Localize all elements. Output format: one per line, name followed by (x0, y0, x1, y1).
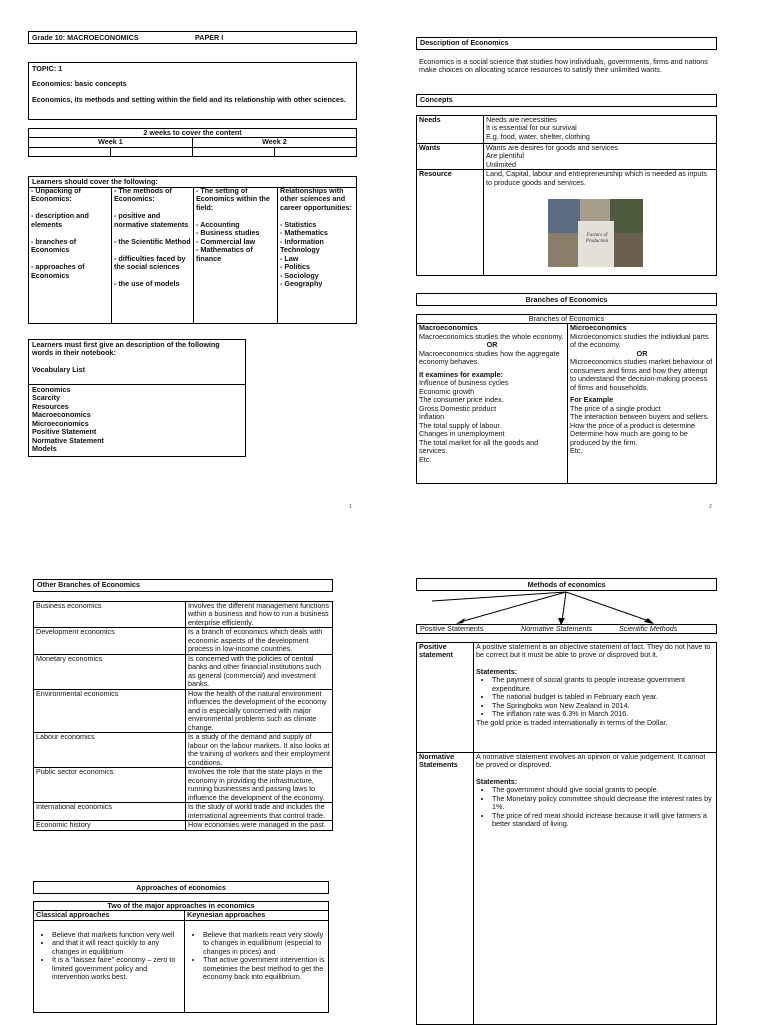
keynesian-point: • That active government intervention is sometimes the best method to get the economy back into equilibrium. (203, 956, 326, 981)
branch-row (34, 628, 333, 654)
vocab-item: Models (32, 444, 57, 454)
macro-example: Etc. (419, 454, 432, 464)
p1-cover-item: - Politics (280, 262, 310, 272)
p1-week2: Week 2 (192, 138, 356, 147)
macro-example: Economic growth (419, 386, 475, 396)
p4-branch-normative: Normative Statements (521, 624, 593, 633)
p1-vocab-list (29, 385, 245, 455)
branch-row (34, 654, 333, 689)
p4-positive-list (476, 676, 714, 718)
branch-row (34, 821, 333, 830)
p2-macro-cell: Macroeconomics Macroeconomics studies the whole economy. OR Macroeconomics studies how the aggregate economy behaves. It examines for example: Influence of business cycles Economic growth The consumer price index. Gross Domestic product Inflation The total supply of labour. Changes in unemployment The total market for all the goods and services. Etc. (417, 324, 568, 484)
branch-description: Is concerned with the policies of central banks and other financial institutions such as general (commercial) and investment banks. (186, 654, 333, 689)
p1-cover-item: - difficulties faced by the social sciences (114, 253, 186, 272)
p1-vocab-box (28, 339, 246, 457)
p1-week1: Week 1 (29, 138, 193, 147)
p1-topic: TOPIC: 1 (32, 64, 63, 73)
branch-name: Environmental economics (34, 689, 186, 732)
classical-point: • Believe that markets function very well (52, 931, 182, 939)
macro-example: Influence of business cycles (419, 378, 509, 388)
vocab-item: Normative Statement (32, 435, 104, 445)
p1-cover-item: - Sociology (280, 270, 319, 280)
p4-positive-term: Positive statement (417, 643, 474, 753)
p1-topic-box (28, 62, 357, 120)
p2-desc-text: Economics is a social science that studies how individuals, governments, firms and nations make choices on allocating scarce resources to satisfy their unlimited wants. (419, 57, 708, 75)
p1-cover-item: - Geography (280, 279, 323, 289)
p3-branches-table (33, 601, 333, 831)
micro-example: The interaction between buyers and sellers. (570, 412, 710, 422)
branch-name: Development economics (34, 628, 186, 654)
branch-name: Monetary economics (34, 654, 186, 689)
branch-description: Is a branch of economics which deals with economic aspects of the development process in low-income countries. (186, 628, 333, 654)
p1-header-left: Grade 10: MACROECONOMICS (32, 33, 139, 42)
vocab-item: Scarcity (32, 393, 60, 403)
branch-description: Involves the different management functions within a business and how to run a business enterprise efficiently. (186, 602, 333, 628)
p1-topic-desc: Economics, its methods and setting within the field and its relationship with other sciences. (32, 94, 346, 104)
p1-cover-box (28, 176, 357, 324)
p1-topic-title: Economics: basic concepts (32, 79, 127, 89)
branch-name: Economic history (34, 821, 186, 830)
classical-point: • and that it will react quickly to any changes in equilibrium (52, 939, 182, 956)
p4-normative-cell: A normative statement involves an opinion or value judgement. It cannot be proved or disproved. Statements: • The government should give social grants to people. • The Monetary policy committee should decrease the interest rates by 1%. • The price of red meat should increase because it will give farmers a better standard of living. (474, 753, 717, 1025)
p2-micro-cell: Microeconomics Microeconomics studies the individual parts of the economy. OR Microeconomics studies market behaviour of consumers and firms and how they attempt to understand the decision-making process of firms and households. For Example The price of a single product The interaction between buyers and sellers. How the price of a product is determine Determine how much are going to be produced by the firm. Etc. (568, 324, 717, 484)
p3-classical-cell (34, 920, 185, 1012)
p1-weeks-table (28, 128, 357, 157)
p1-cover-item: - The methods of Economics: (114, 186, 172, 204)
p1-cover-item: - Unpacking of Economics: (31, 186, 81, 204)
macro-example: Changes in unemployment (419, 429, 505, 439)
p2-concept-term: Needs (417, 116, 484, 144)
p3-keynesian-cell (185, 920, 329, 1012)
p3-approaches-sub: Two of the major approaches in economics (34, 902, 329, 911)
p2-concept-term: Wants (417, 144, 484, 170)
p2-concept-term: Resource (417, 170, 484, 276)
p4-methods-arrows (416, 591, 717, 627)
micro-example: The price of a single product (570, 403, 661, 413)
p1-cover-item: - Business studies (196, 228, 260, 238)
vocab-item: Macroeconomics (32, 410, 91, 420)
p1-header (28, 31, 357, 44)
p1-cover-title: Learners should cover the following: (29, 177, 356, 188)
p1-cover-item: Relationships with other sciences and career opportunities: (280, 186, 352, 212)
p4-branch-scientific: Scientific Methods (619, 624, 678, 633)
p2-branches-table (416, 314, 717, 484)
p3-classical-title: Classical approaches (34, 911, 185, 920)
p1-weeks-title: 2 weeks to cover the content (29, 129, 357, 138)
p1-cover-item: - Information Technology (280, 236, 324, 255)
p3-classical-list (36, 931, 182, 982)
p2-branches-sub: Branches of Economics (417, 315, 717, 324)
p1-col4 (278, 187, 356, 323)
p1-cover-item: - branches of Economics (31, 236, 77, 255)
positive-statement-item: • The inflation rate was 6.3% in March 2016. (492, 710, 714, 718)
branch-row (34, 733, 333, 768)
branch-row (34, 803, 333, 821)
p2-concepts-table (416, 115, 717, 276)
p1-col1 (29, 187, 112, 323)
keynesian-point: • Believe that markets react very slowly to changes in equilibrium (especial to changes in prices) and (203, 931, 326, 956)
p2-concepts-title: Concepts (416, 94, 717, 107)
p1-cover-item: - the use of models (114, 279, 180, 289)
p2-desc-title: Description of Economics (416, 37, 717, 50)
branch-row (34, 602, 333, 628)
p1-col2 (112, 187, 194, 323)
p3-approaches-title: Approaches of economics (33, 881, 329, 894)
branch-description: Involves the role that the state plays in the economy in providing the infrastructure, running businesses and passing laws to influence the development of the economy. (186, 768, 333, 803)
branch-name: Business economics (34, 602, 186, 628)
normative-statement-item: • The Monetary policy committee should decrease the interest rates by 1%. (492, 795, 714, 812)
p1-cover-item: - Mathematics (280, 228, 328, 238)
p4-methods-row (416, 624, 717, 634)
p1-cover-item: - Accounting (196, 219, 240, 229)
p1-cover-item: - Mathematics of finance (196, 245, 253, 263)
p1-cover-item: - Law (280, 253, 299, 263)
branch-description: Is a study of the demand and supply of labour on the labour markets. It also looks at the training of workers and their employment conditions. (186, 733, 333, 768)
p2-page-number: 2 (709, 504, 712, 510)
p1-cover-item: - positive and normative statements (114, 211, 189, 229)
p4-title: Methods of economics (416, 578, 717, 591)
macro-example: Gross Domestic product (419, 403, 497, 413)
macro-example: Inflation (419, 412, 445, 422)
vocab-item: Economics (32, 385, 71, 394)
micro-example: How the price of a product is determine (570, 420, 696, 430)
classical-point: • It is a "laissez faire" economy – zero to limited government policy and intervention works best. (52, 956, 182, 981)
p3-keynesian-title: Keynesian approaches (185, 911, 329, 920)
p3-title: Other Branches of Economics (33, 579, 333, 592)
p1-vocab-intro: Learners must first give an description of the following words in their notebook: (32, 340, 220, 358)
macro-example: The consumer price index. (419, 395, 504, 405)
p3-approaches-table (33, 901, 329, 1013)
positive-statement-item: • The Springboks won New Zealand in 2014. (492, 702, 714, 710)
branch-name: Public sector economics (34, 768, 186, 803)
p4-branch-positive: Positive Statements (420, 624, 484, 633)
p3-keynesian-list (187, 931, 326, 982)
p4-positive-cell: A positive statement is an objective statement of fact. They do not have to be correct but it must be able to prove or disproved but it. Statements: • The payment of social grants to people increase government expenditure. • The national budget is tabled in February each year. • The Springboks won New Zealand in 2014. • The inflation rate was 6.3% in March 2016. The gold price is traded internationally in terms of the Dollar. (474, 643, 717, 753)
p1-cover-item: - the Scientific Method (114, 236, 191, 246)
p1-cover-item: - description and elements (31, 211, 89, 229)
collage-caption: Factors of Production (585, 233, 609, 245)
p2-concept-def: Wants are desires for goods and services Are plentiful Unlimited (484, 144, 717, 170)
p4-normative-list (476, 786, 714, 828)
normative-statement-item: • The price of red meat should increase because it will give farmers a better standard of living. (492, 812, 714, 829)
branch-description: Is the study of world trade and includes the international agreements that control trade. (186, 803, 333, 821)
p2-concept-def: Needs are necessities It is essential for our survival E.g. food, water, shelter, clothing (484, 116, 717, 144)
branch-description: How the health of the natural environment influences the development of the economy and is especially concerned with major environmental problems such as climate change. (186, 689, 333, 732)
macro-example: The total supply of labour. (419, 420, 502, 430)
factors-of-production-collage (548, 199, 643, 267)
p3-branches-body (34, 602, 333, 831)
normative-statement-item: • The government should give social grants to people. (492, 786, 714, 794)
p4-statements-table (416, 642, 717, 1025)
branch-description: How economies were managed in the past. (186, 821, 333, 830)
p2-concept-def: Land, Capital, labour and entrepreneurship which is needed as inputs to produce goods and services. Factors of Production (484, 170, 717, 276)
vocab-item: Positive Statement (32, 427, 97, 437)
p1-cover-item: - The setting of Economics within the field: (196, 186, 270, 212)
p2-macro-items (419, 379, 565, 464)
p1-header-right: PAPER I (195, 33, 224, 42)
vocab-item: Resources (32, 401, 69, 411)
branch-row (34, 689, 333, 732)
p1-cover-item: - Statistics (280, 219, 317, 229)
p4-normative-term: Normative Statements (417, 753, 474, 1025)
p1-col3 (194, 187, 278, 323)
vocab-item: Microeconomics (32, 418, 89, 428)
micro-example: Etc. (570, 446, 583, 456)
macro-example: The total market for all the goods and services. (419, 437, 539, 456)
branch-row (34, 768, 333, 803)
branch-name: International economics (34, 803, 186, 821)
p1-vocab-title: Vocabulary List (32, 364, 85, 374)
p1-page-number: 1 (349, 504, 352, 510)
positive-statement-item: • The national budget is tabled in February each year. (492, 693, 714, 701)
p1-cover-item: - Commercial law (196, 236, 256, 246)
micro-example: Determine how much are going to be produced by the firm. (570, 429, 688, 447)
p2-branches-title: Branches of Economics (416, 293, 717, 306)
p2-micro-items (570, 405, 714, 456)
branch-name: Labour economics (34, 733, 186, 768)
positive-statement-item: • The payment of social grants to people increase government expenditure. (492, 676, 714, 693)
p1-cover-item: - approaches of Economics (31, 262, 85, 280)
